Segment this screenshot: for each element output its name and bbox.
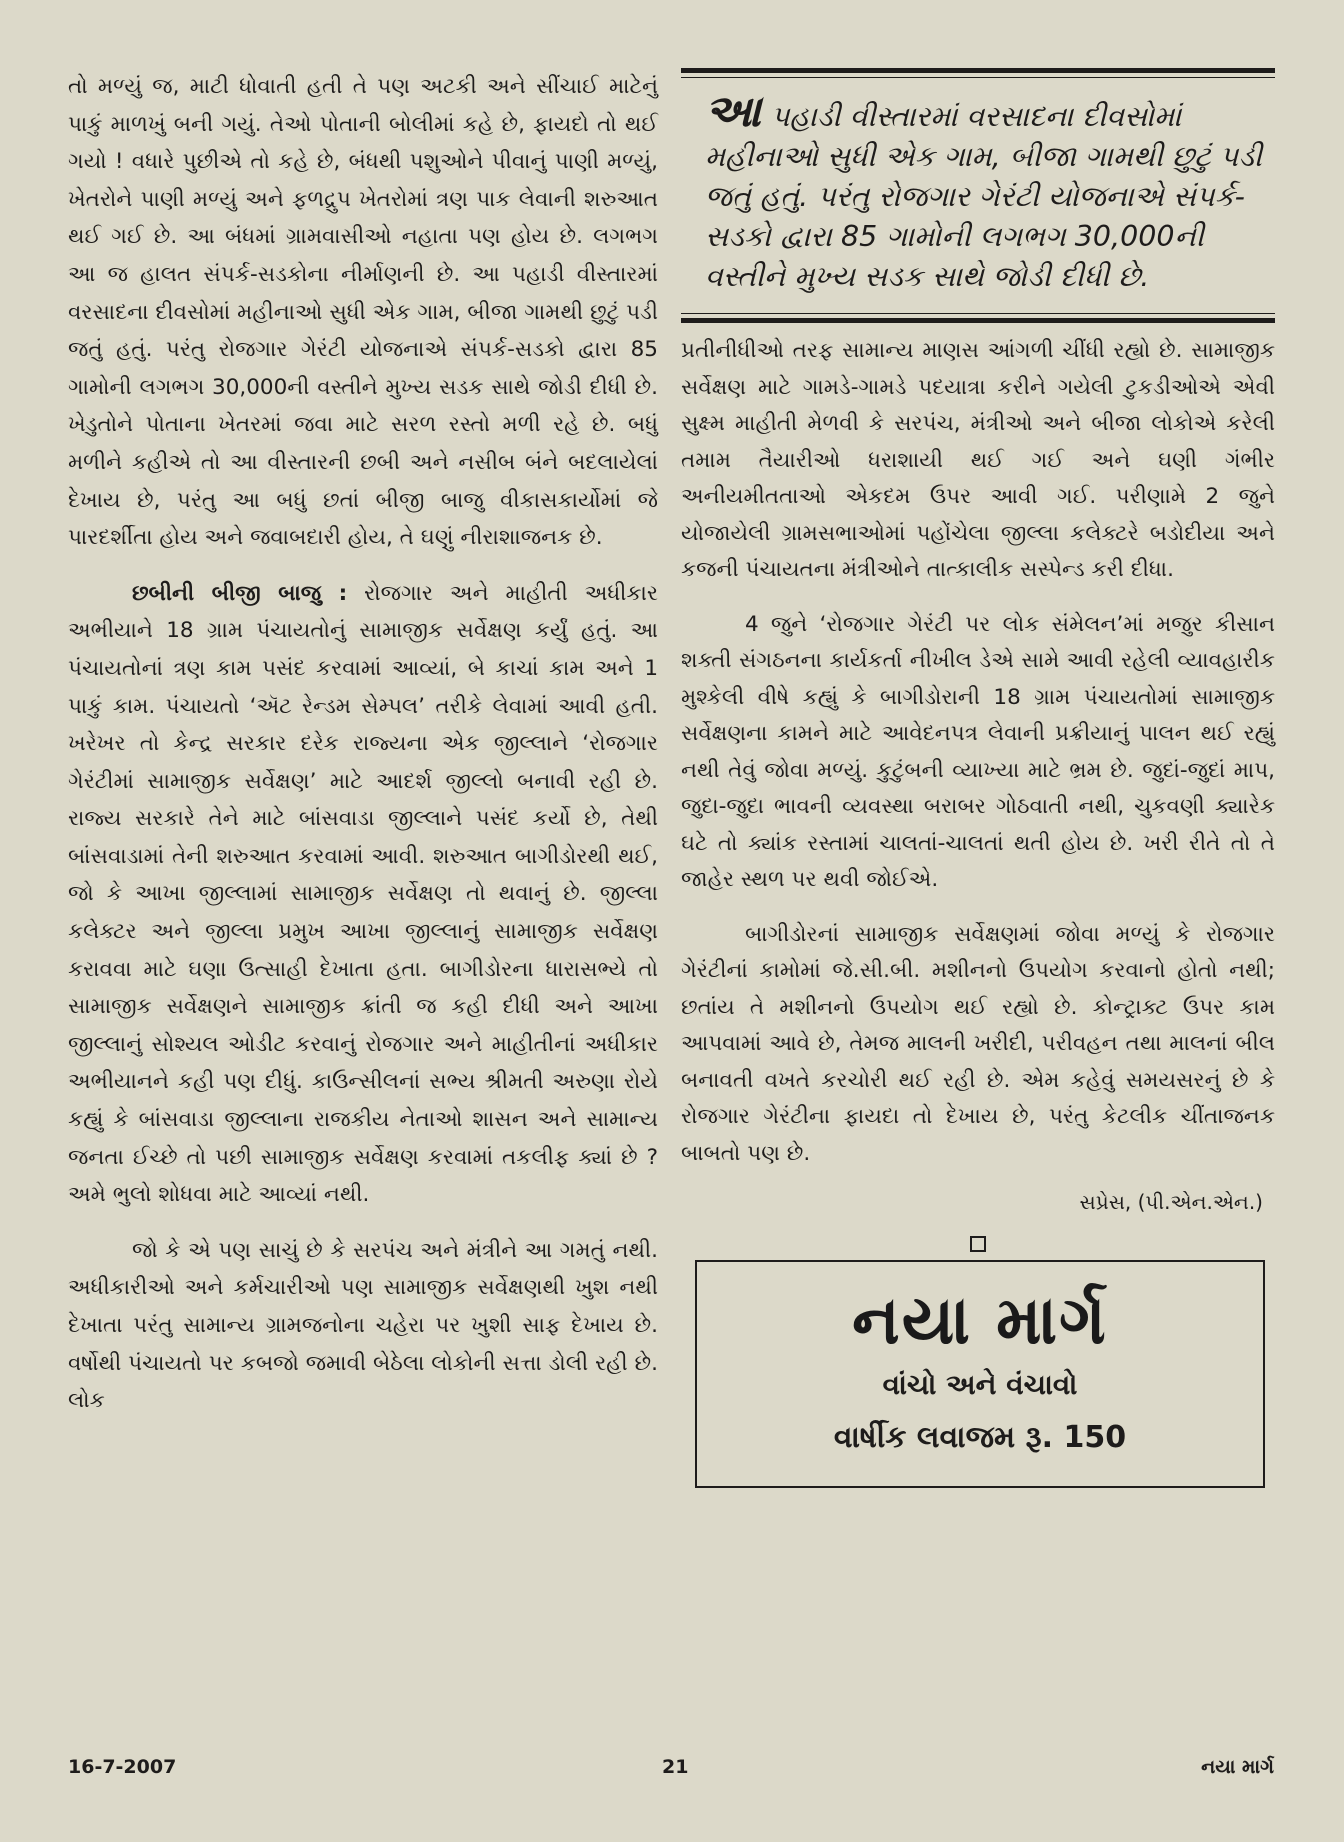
- pull-quote-text: પહાડી વીસ્તારમાં વરસાદના દીવસોમાં મહીનાઓ સુધી એક ગામ, બીજા ગામથી છુટું પડી જતું હતું. પરંતુ રોજગાર ગેરંટી યોજનાએ સંપર્ક-સડકો દ્વારા 85 ગામોની લગભગ 30,000ની વસ્તીને મુખ્ય સડક સાથે જોડી દીધી છે.: [705, 100, 1263, 293]
- pull-quote-bottom-rule-thin: [681, 313, 1275, 314]
- right-paragraph-3: બાગીડોરનાં સામાજીક સર્વેક્ષણમાં જોવા મળ્યું કે રોજગાર ગેરંટીનાં કામોમાં જે.સી.બી. મશીનનો ઉપયોગ કરવાનો હોતો નથી; છતાંય તે મશીનનો ઉપયોગ થઈ રહ્યો છે. કોન્ટ્રાક્ટ ઉપર કામ આપવામાં આવે છે, તેમજ માલની ખરીદી, પરીવહન તથા માલનાં બીલ બનાવતી વખતે કરચોરી થઈ રહી છે. એમ કહેવું સમયસરનું છે કે રોજગાર ગેરંટીના ફાયદા તો દેખાય છે, પરંતુ કેટલીક ચીંતાજનક બાબતો પણ છે.: [681, 921, 1275, 1166]
- ad-price: વાર્ષીક લવાજમ રૂ. 150: [833, 1420, 1127, 1455]
- section-lead: છબીની બીજી બાજુ :: [132, 580, 348, 606]
- footer-page-number: 21: [662, 1756, 689, 1778]
- pull-quote-top-rule: [681, 68, 1275, 73]
- left-paragraph-2: [68, 575, 658, 1214]
- article-credit: સપ્રેસ, (પી.એન.એન.): [1079, 1190, 1263, 1214]
- left-paragraph-2-text: રોજગાર અને માહીતી અધીકાર અભીયાને 18 ગ્રામ પંચાયતોનું સામાજીક સર્વેક્ષણ કર્યું હતું. આ પંચાયતોનાં ત્રણ કામ પસંદ કરવામાં આવ્યાં, બે કાચાં કામ અને 1 પાકું કામ. પંચાયતો ‘ઍટ રેન્ડમ સેમ્પલ’ તરીકે લેવામાં આવી હતી. ખરેખર તો કેન્દ્ર સરકાર દરેક રાજ્યના એક જીલ્લાને ‘રોજગાર ગેરંટીમાં સામાજીક સર્વેક્ષણ’ માટે આદર્શ જીલ્લો બનાવી રહી છે. રાજ્ય સરકારે તેને માટે બાંસવાડા જીલ્લાને પસંદ કર્યો છે, તેથી બાંસવાડામાં તેની શરુઆત કરવામાં આવી. શરુઆત બાગીડોરથી થઈ, જો કે આખા જીલ્લામાં સામાજીક સર્વેક્ષણ તો થવાનું છે. જીલ્લા કલેક્ટર અને જીલ્લા પ્રમુખ આખા જીલ્લાનું સામાજીક સર્વેક્ષણ કરાવવા માટે ઘણા ઉત્સાહી દેખાતા હતા. બાગીડોરના ધારાસભ્યે તો સામાજીક સર્વેક્ષણને સામાજીક ક્રાંતી જ કહી દીધી અને આખા જીલ્લાનું સોશ્યલ ઓડીટ કરવાનું રોજગાર અને માહીતીનાં અધીકાર અભીયાનને કહી પણ દીધું. કાઉન્સીલનાં સભ્ય શ્રીમતી અરુણા રોયે કહ્યું કે બાંસવાડા જીલ્લાના રાજકીય નેતાઓ શાસન અને સામાન્ય જનતા ઈચ્છે તો પછી સામાજીક સર્વેક્ષણ કરવામાં તકલીફ ક્યાં છે ? અમે ભુલો શોધવા માટે આવ્યાં નથી.: [68, 580, 658, 1208]
- right-body: [681, 333, 1275, 1172]
- subscription-ad: [695, 1260, 1265, 1488]
- ad-title: નયા માર્ગ: [852, 1282, 1108, 1360]
- right-paragraph-1: પ્રતીનીધીઓ તરફ સામાન્ય માણસ આંગળી ચીંધી રહ્યો છે. સામાજીક સર્વેક્ષણ માટે ગામડે-ગામડે પદયાત્રા કરીને ગયેલી ટુકડીઓએ એવી સુક્ષ્મ માહીતી મેળવી કે સરપંચ, મંત્રીઓ અને બીજા લોકોએ કરેલી તમામ તૈયારીઓ ધરાશાયી થઈ ગઈ અને ઘણી ગંભીર અનીયમીતતાઓ એકદમ ઉપર આવી ગઈ. પરીણામે 2 જુને યોજાયેલી ગ્રામસભાઓમાં પહોંચેલા જીલ્લા કલેક્ટરે બડોદીયા અને કજની પંચાયતના મંત્રીઓને તાત્કાલીક સસ્પેન્ડ કરી દીધા.: [681, 338, 1275, 582]
- ad-tagline: વાંચો અને વંચાવો: [882, 1368, 1078, 1401]
- pull-quote: [681, 78, 1275, 309]
- footer-publication: નયા માર્ગ: [1201, 1756, 1274, 1778]
- left-column: [68, 68, 658, 1438]
- footer-date: 16-7-2007: [68, 1756, 177, 1778]
- left-paragraph-3: જો કે એ પણ સાચું છે કે સરપંચ અને મંત્રીને આ ગમતું નથી. અધીકારીઓ અને કર્મચારીઓ પણ સામાજીક સર્વેક્ષણથી ખુશ નથી દેખાતા પરંતુ સામાન્ય ગ્રામજનોના ચહેરા પર ખુશી સાફ દેખાય છે. વર્ષોથી પંચાયતો પર કબજો જમાવી બેઠેલા લોકોની સત્તા ડોલી રહી છે. લોક: [68, 1237, 658, 1414]
- end-square-icon: [970, 1236, 986, 1252]
- pull-quote-lead: આ: [705, 86, 761, 137]
- right-column: [681, 68, 1275, 1488]
- right-paragraph-2: 4 જુને ‘રોજગાર ગેરંટી પર લોક સંમેલન’માં મજુર કીસાન શક્તી સંગઠનના કાર્યકર્તા નીખીલ ડેએ સામે આવી રહેલી વ્યાવહારીક મુશ્કેલી વીષે કહ્યું કે બાગીડોરાની 18 ગ્રામ પંચાયતોમાં સામાજીક સર્વેક્ષણના કામને માટે આવેદનપત્ર લેવાની પ્રક્રીયાનું પાલન થઈ રહ્યું નથી તેવું જોવા મળ્યું. કુટુંબની વ્યાખ્યા માટે ભ્રમ છે. જુદાં-જુદાં માપ, જુદા-જુદા ભાવની વ્યવસ્થા બરાબર ગોઠવાતી નથી, ચુકવણી ક્યારેક ઘટે તો ક્યાંક રસ્તામાં ચાલતાં-ચાલતાં થતી હોય છે. ખરી રીતે તો તે જાહેર સ્થળ પર થવી જોઈએ.: [681, 611, 1275, 892]
- left-paragraph-1: તો મળ્યું જ, માટી ધોવાતી હતી તે પણ અટકી અને સીંચાઈ માટેનું પાકું માળખું બની ગયું. તેઓ પોતાની બોલીમાં કહે છે, ફાયદો તો થઈ ગયો ! વધારે પુછીએ તો કહે છે, બંધથી પશુઓને પીવાનું પાણી મળ્યું, ખેતરોને પાણી મળ્યું અને ફળદ્રુપ ખેતરોમાં ત્રણ પાક લેવાની શરુઆત થઈ ગઈ છે. આ બંધમાં ગ્રામવાસીઓ નહાતા પણ હોય છે. લગભગ આ જ હાલત સંપર્ક-સડકોના નીર્માણની છે. આ પહાડી વીસ્તારમાં વરસાદના દીવસોમાં મહીનાઓ સુધી એક ગામ, બીજા ગામથી છુટું પડી જતું હતું. પરંતુ રોજગાર ગેરંટી યોજનાએ સંપર્ક-સડકો દ્વારા 85 ગામોની લગભગ 30,000ની વસ્તીને મુખ્ય સડક સાથે જોડી દીધી છે. ખેડુતોને પોતાના ખેતરમાં જવા માટે સરળ રસ્તો મળી રહે છે. બધું મળીને કહીએ તો આ વીસ્તારની છબી અને નસીબ બંને બદલાયેલાં દેખાય છે, પરંતુ આ બધું છતાં બીજી બાજુ વીકાસકાર્યોમાં જે પારદર્શીતા હોય અને જવાબદારી હોય, તે ઘણું નીરાશાજનક છે.: [68, 74, 658, 551]
- pull-quote-bottom-rule: [681, 318, 1275, 323]
